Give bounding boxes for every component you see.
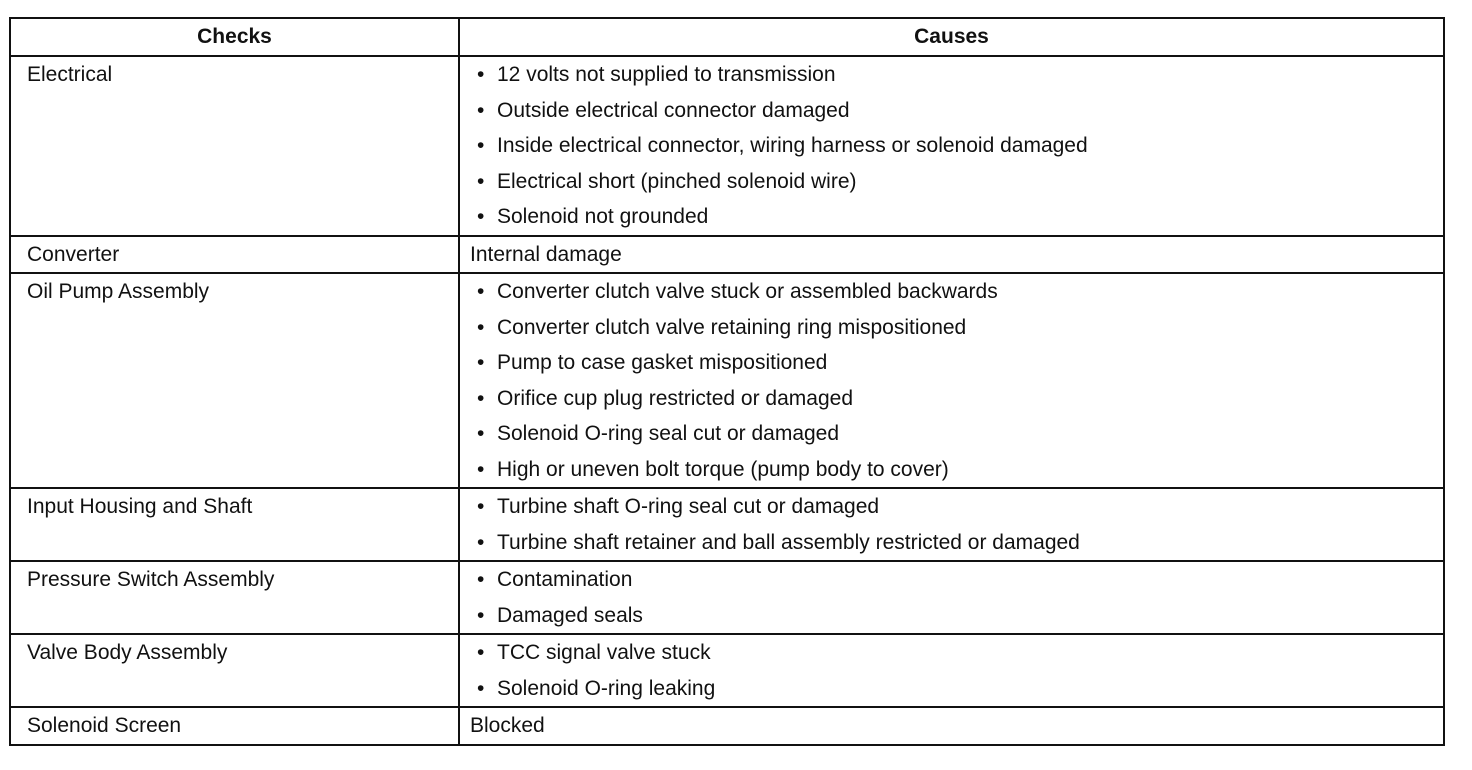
causes-list bbox=[468, 274, 1443, 487]
list-item: • High or uneven bolt torque (pump body to cover) bbox=[497, 452, 1443, 488]
header-row bbox=[10, 18, 1444, 56]
list-item: • Pump to case gasket mispositioned bbox=[497, 345, 1443, 381]
check-cell: Electrical bbox=[10, 56, 459, 236]
checks-causes-table bbox=[9, 17, 1445, 746]
list-item: • Solenoid O-ring seal cut or damaged bbox=[497, 416, 1443, 452]
list-item: • TCC signal valve stuck bbox=[497, 635, 1443, 671]
check-cell: Valve Body Assembly bbox=[10, 634, 459, 707]
table-row bbox=[10, 56, 1444, 236]
checks-header: Checks bbox=[10, 18, 459, 56]
table-row bbox=[10, 707, 1444, 745]
table-row bbox=[10, 634, 1444, 707]
causes-cell bbox=[459, 56, 1444, 236]
list-item: • Solenoid not grounded bbox=[497, 199, 1443, 235]
causes-header: Causes bbox=[459, 18, 1444, 56]
list-item: • Electrical short (pinched solenoid wire) bbox=[497, 164, 1443, 200]
list-item: • Outside electrical connector damaged bbox=[497, 93, 1443, 129]
table-row bbox=[10, 488, 1444, 561]
table-row bbox=[10, 561, 1444, 634]
check-cell: Solenoid Screen bbox=[10, 707, 459, 745]
list-item: • Orifice cup plug restricted or damaged bbox=[497, 381, 1443, 417]
causes-cell: Blocked bbox=[459, 707, 1444, 745]
causes-cell bbox=[459, 561, 1444, 634]
check-cell: Input Housing and Shaft bbox=[10, 488, 459, 561]
list-item: • Solenoid O-ring leaking bbox=[497, 671, 1443, 707]
causes-list bbox=[468, 635, 1443, 706]
check-cell: Converter bbox=[10, 236, 459, 274]
check-cell: Oil Pump Assembly bbox=[10, 273, 459, 488]
list-item: • Damaged seals bbox=[497, 598, 1443, 634]
list-item: • 12 volts not supplied to transmission bbox=[497, 57, 1443, 93]
causes-cell bbox=[459, 634, 1444, 707]
list-item: • Turbine shaft O-ring seal cut or damaged bbox=[497, 489, 1443, 525]
table-row bbox=[10, 236, 1444, 274]
causes-list bbox=[468, 489, 1443, 560]
list-item: • Converter clutch valve stuck or assembled backwards bbox=[497, 274, 1443, 310]
list-item: • Contamination bbox=[497, 562, 1443, 598]
table-row bbox=[10, 273, 1444, 488]
causes-cell: Internal damage bbox=[459, 236, 1444, 274]
causes-list bbox=[468, 562, 1443, 633]
list-item: • Converter clutch valve retaining ring mispositioned bbox=[497, 310, 1443, 346]
causes-cell bbox=[459, 488, 1444, 561]
list-item: • Turbine shaft retainer and ball assembly restricted or damaged bbox=[497, 525, 1443, 561]
causes-list bbox=[468, 57, 1443, 235]
list-item: • Inside electrical connector, wiring harness or solenoid damaged bbox=[497, 128, 1443, 164]
causes-cell bbox=[459, 273, 1444, 488]
check-cell: Pressure Switch Assembly bbox=[10, 561, 459, 634]
